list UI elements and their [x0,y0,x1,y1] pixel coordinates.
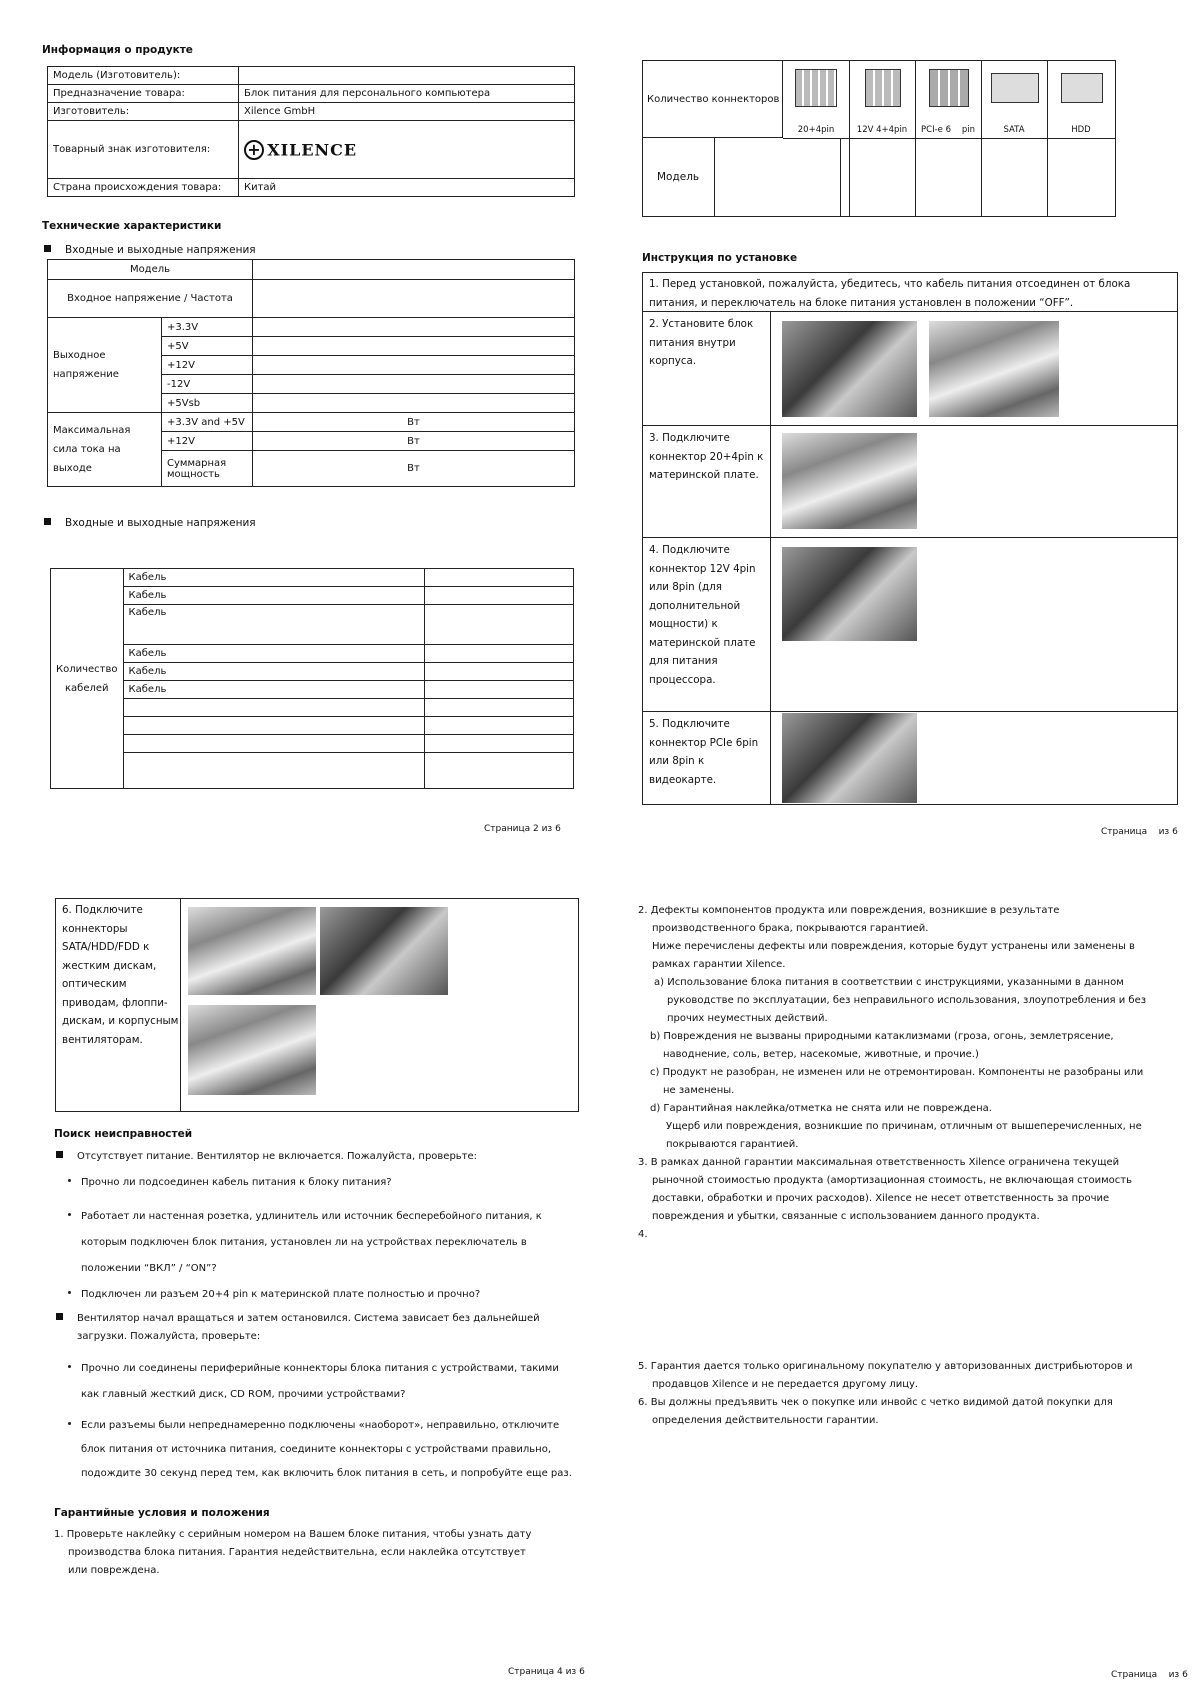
info-label: Страна происхождения товара: [48,179,239,197]
connector-label: 12V 4+4pin [856,125,908,135]
current-cell: Суммарная мощность [162,451,253,487]
connector-label: PCI-e 6 pin [921,125,975,135]
bullet-icon [56,1151,63,1158]
sata-connector-photo [320,907,448,995]
product-info-table [47,66,575,197]
install-step-5: 5. Подключите коннектор PCIe 6pin или 8pin к видеокарте. [649,718,759,786]
trouble-subitem: Подключен ли разъем 20+4 pin к материнской плате полностью и прочно? [68,1286,576,1304]
output-voltage-label: Выходное напряжение [48,318,162,413]
atx-connector-photo [782,433,917,529]
page-number: Страница 4 из 6 [508,1667,585,1677]
install-steps-table [642,272,1178,805]
dot-icon [68,1179,71,1182]
connector-label: 20+4pin [797,125,835,135]
warranty-item-6: 6. Вы должны предъявить чек о покупке или инвойс с четко видимой датой покупки для определения действительности гарантии. [638,1397,1113,1426]
install-step-3: 3. Подключите коннектор 20+4pin к материнской плате. [649,432,764,481]
warranty-item-2: 2. Дефекты компонентов продукта или повреждения, возникшие в результате производственного брака, покрываются гарантией. [638,905,1060,934]
model-label: Модель [643,138,715,216]
info-label: Товарный знак изготовителя: [48,121,239,179]
warranty-item-d2: Ущерб или повреждения, возникшие по причинам, отличным от вышеперечисленных, не покрываются гарантией. [666,1121,1142,1150]
warranty-item-1: 1. Проверьте наклейку с серийным номером на Вашем блоке питания, чтобы узнать дату производства блока питания. Гарантия недействительна, если наклейка отсутствует или повреждена. [54,1529,532,1576]
connectors-table [642,60,1116,217]
warranty-item-2b: Ниже перечислены дефекты или повреждения, которые будут устранены или заменены в рамках гарантии Xilence. [652,941,1135,970]
unit-cell: Вт [253,432,575,451]
warranty-item-a: a) Использование блока питания в соответствии с инструкциями, указанными в данном руководстве по эксплуатации, без неправильного использования, злоупотребления и без прочих неуместных действий. [654,977,1147,1024]
connector-pcie-icon [929,69,969,107]
fan-connector-photo [188,1005,316,1095]
install-step-6: 6. Подключите коннекторы SATA/HDD/FDD к жестким дискам, оптическим приводам, флоппи-дискам, и корпусным вентиляторам. [62,904,179,1046]
connector-label: HDD [1071,125,1091,135]
warranty-item-c: c) Продукт не разобран, не изменен или не отремонтирован. Компоненты не разобраны или не заменены. [650,1067,1144,1096]
unit-cell: Вт [253,451,575,487]
connector-12v-icon [865,69,901,107]
cpu-connector-photo [782,547,917,641]
voltage-cell: +3.3V [162,318,253,337]
install-title: Инструкция по установке [642,252,798,264]
current-cell: +12V [162,432,253,451]
info-value [239,67,575,85]
bullet-io-voltages-2: Входные и выходные напряжения [44,517,256,529]
psu-case-photo [929,321,1059,417]
trouble-subitem: Прочно ли подсоединен кабель питания к блоку питания? [68,1174,576,1192]
warranty-item-5: 5. Гарантия дается только оригинальному покупателю у авторизованных дистрибьюторов и продавцов Xilence и не передается другому лицу. [638,1361,1133,1390]
dot-icon [68,1291,71,1294]
info-value: Xilence GmbH [239,103,575,121]
cable-cell: Кабель [123,645,424,663]
drive-bay-photo [188,907,316,995]
trouble-subitem: Прочно ли соединены периферийные коннекторы блока питания с устройствами, такими как главный жесткий диск, CD ROM, прочими устройствами? [68,1356,576,1408]
trouble-item: Вентилятор начал вращаться и затем остановился. Система зависает без дальнейшей загрузки. Пожалуйста, проверьте: [56,1310,576,1346]
model-header: Модель [48,260,253,280]
troubleshooting-list [56,1148,576,1486]
xilence-logo-icon: + [244,140,264,160]
info-value: Блок питания для персонального компьютера [239,85,575,103]
info-label: Изготовитель: [48,103,239,121]
info-label: Модель (Изготовитель): [48,67,239,85]
unit-cell: Вт [253,413,575,432]
connector-label: SATA [1003,125,1025,135]
cable-cell: Кабель [123,663,424,681]
connector-columns [783,61,1115,216]
cable-cell: Кабель [123,587,424,605]
voltage-table [47,259,575,487]
voltage-cell: +5Vsb [162,394,253,413]
tech-specs-title: Технические характеристики [42,220,222,232]
connector-sata-icon [991,73,1039,103]
connector-hdd-icon [1061,73,1103,103]
connector-20-4pin-icon [795,69,837,107]
trouble-subitem: Если разъемы были непреднамеренно подключены «наоборот», неправильно, отключите блок питания от источника питания, соедините коннекторы с устройствами правильно, подождите 30 секунд перед тем, как включить блок питания в сеть, и попробуйте еще раз. [68,1414,576,1486]
info-label: Предназначение товара: [48,85,239,103]
page-number: Страница из 6 [1111,1670,1188,1680]
warranty-terms [638,902,1158,1244]
warranty-item-4: 4. [638,1229,648,1240]
voltage-cell: -12V [162,375,253,394]
info-value: Китай [239,179,575,197]
connectors-label: Количество коннекторов [643,61,783,138]
install-step-1: 1. Перед установкой, пожалуйста, убедитесь, что кабель питания отсоединен от блока питания, и переключатель на блоке питания установлен в положении “OFF”. [649,278,1131,309]
trouble-item: Отсутствует питание. Вентилятор не включается. Пожалуйста, проверьте: [56,1148,576,1166]
input-voltage-label: Входное напряжение / Частота [48,280,253,318]
page-number: Страница из 6 [1101,827,1178,837]
warranty-terms-2 [638,1358,1158,1430]
install-step-2: 2. Установите блок питания внутри корпуса. [649,318,754,367]
bullet-icon [44,518,51,525]
troubleshooting-title: Поиск неисправностей [54,1128,193,1140]
voltage-cell: +5V [162,337,253,356]
install-step-6-box [55,898,579,1112]
warranty-title: Гарантийные условия и положения [54,1507,270,1519]
trouble-subitem: Работает ли настенная розетка, удлинитель или источник бесперебойного питания, к которым подключен блок питания, установлен ли на устройствах переключатель в положении “ВКЛ” / “ON”? [68,1204,576,1282]
install-step-4: 4. Подключите коннектор 12V 4pin или 8pin (для дополнительной мощности) к материнской плате для питания процессора. [649,544,756,686]
bullet-io-voltages: Входные и выходные напряжения [44,244,256,256]
product-info-title: Информация о продукте [42,44,193,56]
brand-logo: + XILENCE [239,121,575,179]
bullet-icon [44,245,51,252]
psu-install-photo [782,321,917,417]
page-number: Страница 2 из 6 [484,824,561,834]
warranty-item-b: b) Повреждения не вызваны природными катаклизмами (гроза, огонь, землетрясение, наводнение, соль, ветер, насекомые, животные, и прочие.) [650,1031,1114,1060]
cables-count-label: Количество кабелей [51,569,124,789]
cable-cell: Кабель [123,569,424,587]
dot-icon [68,1213,71,1216]
bullet-icon [56,1313,63,1320]
voltage-cell: +12V [162,356,253,375]
dot-icon [68,1365,71,1368]
warranty-item-d: d) Гарантийная наклейка/отметка не снята или не повреждена. [650,1103,992,1114]
dot-icon [68,1422,71,1425]
warranty-item-3: 3. В рамках данной гарантии максимальная ответственность Xilence ограничена текущей рыночной стоимостью продукта (амортизационная стоимость, не включающая стоимость доставки, обработки и прочих расходов). Xilence не несет ответственность за прочие повреждения и убытки, связанные с использованием данного продукта. [638,1157,1132,1222]
current-cell: +3.3V and +5V [162,413,253,432]
cables-table [50,568,574,789]
cable-cell: Кабель [123,681,424,699]
cable-cell: Кабель [123,605,424,645]
pcie-connector-photo [782,713,917,803]
max-current-label: Максимальная сила тока на выходе [48,413,162,487]
